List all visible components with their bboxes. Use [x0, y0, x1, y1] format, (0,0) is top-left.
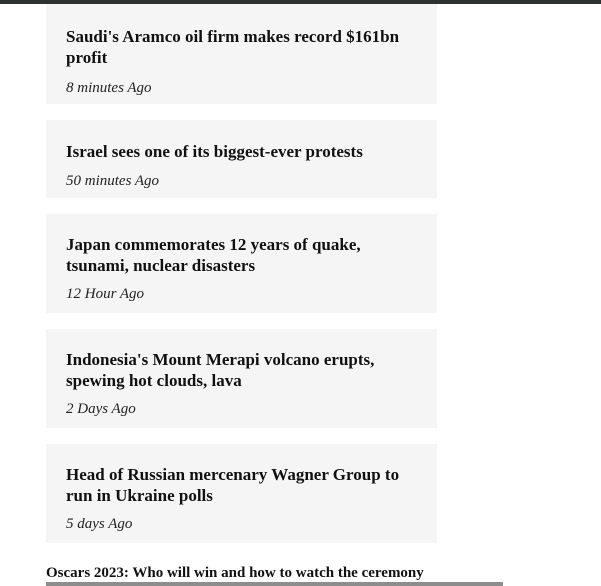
- news-timestamp: 50 minutes Ago: [66, 173, 160, 189]
- news-card[interactable]: [46, 4, 437, 104]
- horizontal-scrollbar[interactable]: [46, 582, 503, 586]
- news-card[interactable]: [46, 329, 437, 428]
- news-card[interactable]: [46, 120, 437, 198]
- news-title[interactable]: Head of Russian mercenary Wagner Group to run in Ukraine polls: [66, 465, 400, 505]
- news-list: [46, 4, 437, 559]
- news-title[interactable]: Israel sees one of its biggest-ever protests: [66, 142, 363, 161]
- news-card[interactable]: [46, 444, 437, 543]
- news-timestamp: 12 Hour Ago: [66, 286, 145, 302]
- news-timestamp: 2 Days Ago: [66, 401, 136, 417]
- news-timestamp: 5 days Ago: [66, 516, 133, 532]
- news-title[interactable]: Japan commemorates 12 years of quake, tsunami, nuclear disasters: [66, 235, 361, 275]
- news-title[interactable]: Saudi's Aramco oil firm makes record $161bn profit: [66, 27, 400, 67]
- featured-headline-link[interactable]: Oscars 2023: Who will win and how to watch the ceremony: [46, 565, 424, 581]
- news-timestamp: 8 minutes Ago: [66, 80, 152, 96]
- news-card[interactable]: [46, 214, 437, 313]
- news-title[interactable]: Indonesia's Mount Merapi volcano erupts, spewing hot clouds, lava: [66, 350, 375, 390]
